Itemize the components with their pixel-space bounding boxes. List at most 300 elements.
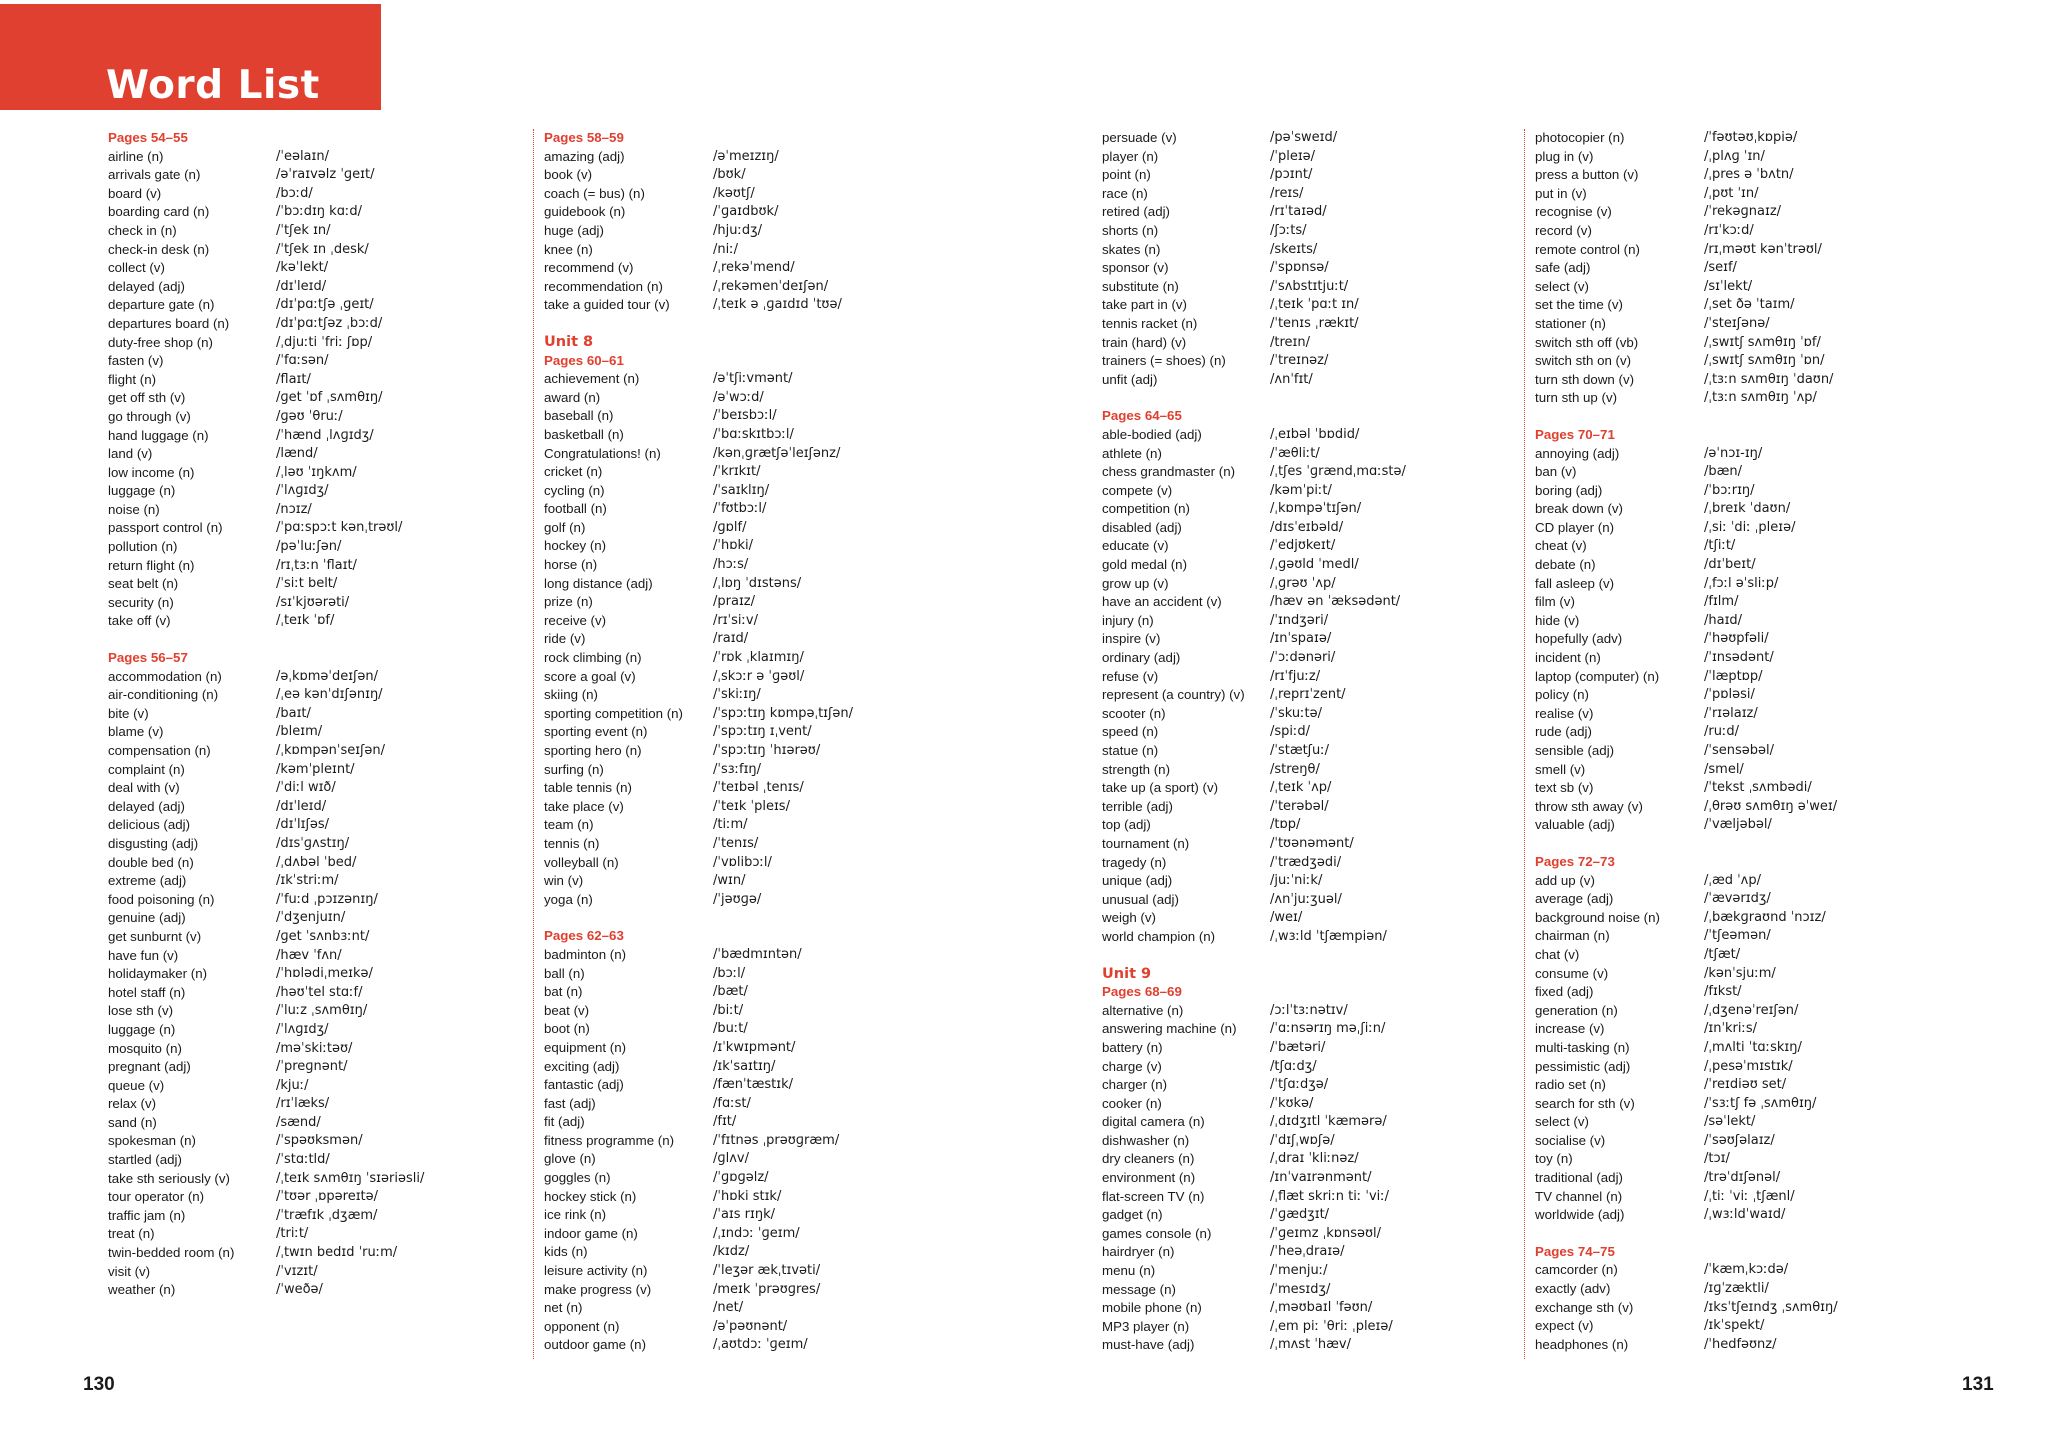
word-entry [1102, 1206, 1522, 1225]
word-pronunciation: /ˌtiː ˈviː ˌtʃænl/ [1704, 1188, 1795, 1204]
word-term: seat belt (n) [108, 576, 179, 592]
word-pronunciation: /ˌkɒmpənˈseɪʃən/ [276, 743, 386, 758]
word-pronunciation: /ˌwɜːld ˈtʃæmpiən/ [1270, 928, 1387, 944]
word-term: long distance (adj) [544, 575, 653, 591]
word-entry [544, 686, 1044, 705]
word-entry [544, 1225, 1044, 1244]
word-entry [1102, 445, 1522, 464]
word-entry [108, 1225, 508, 1244]
word-term: disabled (adj) [1102, 519, 1182, 535]
word-term: sporting event (n) [544, 724, 648, 740]
word-pronunciation: /ʌnˈfɪt/ [1270, 371, 1313, 387]
word-entry [1102, 816, 1522, 835]
word-pronunciation: /sænd/ [276, 1114, 321, 1130]
word-pronunciation: /ˌpres ə ˈbʌtn/ [1704, 167, 1794, 183]
word-term: rude (adj) [1535, 724, 1592, 740]
word-term: athlete (n) [1102, 445, 1162, 461]
word-entry [1102, 575, 1522, 594]
word-term: equipment (n) [544, 1039, 627, 1055]
word-entry [108, 1021, 508, 1040]
word-term: worldwide (adj) [1535, 1207, 1625, 1223]
word-entry [1535, 296, 1975, 315]
word-entry [1102, 1039, 1522, 1058]
word-term: top (adj) [1102, 817, 1151, 833]
word-pronunciation: /ˈtʃɑːdʒə/ [1270, 1077, 1329, 1093]
word-pronunciation: /ˈfəʊtəʊˌkɒpiə/ [1704, 130, 1798, 145]
word-pronunciation: /rɪˈfjuːz/ [1270, 668, 1321, 684]
word-term: recommendation (n) [544, 278, 663, 294]
word-term: boot (n) [544, 1021, 590, 1037]
word-term: yoga (n) [544, 891, 593, 907]
word-pronunciation: /ˌwɜːldˈwaɪd/ [1704, 1207, 1786, 1223]
word-term: tour operator (n) [108, 1189, 205, 1205]
word-pronunciation: /tiːm/ [713, 817, 748, 833]
word-entry [1102, 854, 1522, 873]
word-term: policy (n) [1535, 687, 1589, 703]
word-entry [544, 1132, 1044, 1151]
word-pronunciation: /əˈtʃiːvmənt/ [713, 371, 793, 387]
word-pronunciation: /ˈaɪs rɪŋk/ [713, 1207, 775, 1223]
word-pronunciation: /ˌfɔːl əˈsliːp/ [1704, 575, 1779, 591]
word-entry [1535, 445, 1975, 464]
word-term: gadget (n) [1102, 1207, 1163, 1223]
word-pronunciation: /ɪˈkwɪpmənt/ [713, 1039, 796, 1055]
word-entry [108, 296, 508, 315]
word-term: substitute (n) [1102, 278, 1179, 294]
word-term: hand luggage (n) [108, 427, 209, 443]
word-term: shorts (n) [1102, 222, 1159, 238]
word-term: tennis racket (n) [1102, 315, 1198, 331]
word-section [1535, 1243, 1975, 1355]
word-pronunciation: /ˈspɔːtɪŋ ˈhɪərəʊ/ [713, 743, 821, 758]
word-term: stationer (n) [1535, 315, 1606, 331]
word-entry [108, 166, 508, 185]
word-entry [1102, 835, 1522, 854]
word-pronunciation: /spiːd/ [1270, 724, 1311, 740]
word-pronunciation: /ˈhedfəʊnz/ [1704, 1336, 1777, 1352]
word-pronunciation: /ɡəʊ ˈθruː/ [276, 408, 343, 424]
word-pronunciation: /ˈrɪəlaɪz/ [1704, 705, 1758, 721]
word-pronunciation: /rɪˌməʊt kənˈtrəʊl/ [1704, 241, 1822, 257]
word-entry [1102, 742, 1522, 761]
word-term: lose sth (v) [108, 1003, 174, 1019]
word-entry [108, 761, 508, 780]
word-term: ordinary (adj) [1102, 650, 1181, 666]
word-entry [108, 408, 508, 427]
word-pronunciation: /ˌtɜːn sʌmθɪŋ ˈʌp/ [1704, 390, 1817, 406]
word-pronunciation: /dɪˈlɪʃəs/ [276, 817, 329, 833]
word-term: photocopier (n) [1535, 130, 1625, 145]
word-pronunciation: /rɪˈsiːv/ [713, 612, 758, 628]
word-term: break down (v) [1535, 501, 1623, 517]
word-term: train (hard) (v) [1102, 334, 1187, 350]
word-term: realise (v) [1535, 705, 1594, 721]
word-term: traditional (adj) [1535, 1170, 1623, 1186]
word-term: basketball (n) [544, 426, 624, 442]
word-pronunciation: /ˈɪnsədənt/ [1704, 650, 1774, 666]
word-pronunciation: /ˈspɒnsə/ [1270, 260, 1329, 276]
word-term: luggage (n) [108, 483, 176, 499]
word-term: flight (n) [108, 371, 157, 387]
word-pronunciation: /ˈmenjuː/ [1270, 1263, 1328, 1279]
word-pronunciation: /ˈsaɪklɪŋ/ [713, 482, 770, 498]
word-term: exactly (adv) [1535, 1281, 1611, 1297]
word-pronunciation: /ˈvɪzɪt/ [276, 1263, 318, 1279]
word-term: boarding card (n) [108, 204, 210, 220]
word-entry [1535, 1020, 1975, 1039]
word-pronunciation: /ˈrekəɡnaɪz/ [1704, 204, 1782, 220]
word-term: relax (v) [108, 1096, 157, 1112]
word-pronunciation: /ˌdʌbəl ˈbed/ [276, 854, 357, 870]
word-term: flat-screen TV (n) [1102, 1188, 1205, 1204]
word-pronunciation: /ˈvɒlibɔːl/ [713, 854, 772, 870]
word-entry [108, 1040, 508, 1059]
word-entry [1535, 1280, 1975, 1299]
word-pronunciation: /lænd/ [276, 446, 318, 462]
word-term: holidaymaker (n) [108, 966, 208, 982]
word-term: unusual (adj) [1102, 891, 1179, 907]
word-term: fasten (v) [108, 353, 164, 369]
word-term: airline (n) [108, 148, 164, 164]
word-term: get sunburnt (v) [108, 928, 202, 944]
word-term: answering machine (n) [1102, 1021, 1237, 1037]
word-pronunciation: /ʃɔːts/ [1270, 222, 1307, 238]
word-pronunciation: /kəmˈpleɪnt/ [276, 761, 355, 777]
word-entry [108, 1244, 508, 1263]
word-pronunciation: /ˌbreɪk ˈdaʊn/ [1704, 501, 1791, 517]
page-title: Word List [106, 63, 320, 108]
word-entry [108, 1170, 508, 1189]
word-pronunciation: /dɪˈleɪd/ [276, 278, 327, 294]
word-entry [1535, 723, 1975, 742]
word-entry [544, 1169, 1044, 1188]
word-section [1535, 129, 1975, 408]
word-term: sporting competition (n) [544, 705, 683, 721]
word-entry [1535, 1336, 1975, 1355]
word-entry [544, 426, 1044, 445]
word-pronunciation: /kəˈlekt/ [276, 260, 329, 276]
word-pronunciation: /net/ [713, 1300, 744, 1316]
word-pronunciation: /hæv ˈfʌn/ [276, 947, 342, 963]
word-term: spokesman (n) [108, 1133, 196, 1149]
word-pronunciation: /ruːd/ [1704, 724, 1739, 740]
word-pronunciation: /juːˈniːk/ [1270, 873, 1323, 889]
word-pronunciation: /əˈmeɪzɪŋ/ [713, 148, 779, 164]
word-entry [1535, 983, 1975, 1002]
word-entry [1102, 334, 1522, 353]
word-entry [108, 445, 508, 464]
word-term: battery (n) [1102, 1039, 1163, 1055]
word-pronunciation: /ˈhəʊpfəli/ [1704, 631, 1769, 647]
word-pronunciation: /kəʊtʃ/ [713, 185, 755, 201]
word-pronunciation: /pɔɪnt/ [1270, 167, 1313, 183]
word-term: set the time (v) [1535, 297, 1623, 313]
word-term: football (n) [544, 501, 607, 517]
word-term: queue (v) [108, 1077, 165, 1093]
word-entry [1535, 909, 1975, 928]
word-entry [1535, 203, 1975, 222]
word-pronunciation: /fɪt/ [713, 1114, 737, 1130]
word-term: check-in desk (n) [108, 241, 210, 257]
word-entry [1102, 1262, 1522, 1281]
word-entry [108, 1114, 508, 1133]
word-pronunciation: /fænˈtæstɪk/ [713, 1077, 794, 1093]
word-pronunciation: /ˈsʌbstɪtjuːt/ [1270, 278, 1349, 294]
word-pronunciation: /bæn/ [1704, 464, 1743, 480]
word-entry [108, 464, 508, 483]
word-term: take up (a sport) (v) [1102, 780, 1219, 796]
word-term: extreme (adj) [108, 873, 187, 889]
word-term: hotel staff (n) [108, 984, 186, 1000]
word-entry [1535, 537, 1975, 556]
word-pronunciation: /ˈspəʊksmən/ [276, 1133, 363, 1149]
word-term: return flight (n) [108, 557, 195, 573]
word-term: environment (n) [1102, 1170, 1196, 1186]
word-term: search for sth (v) [1535, 1095, 1635, 1111]
word-pronunciation: /əˈraɪvəlz ˈɡeɪt/ [276, 167, 375, 183]
word-entry [544, 1243, 1044, 1262]
word-entry [1102, 909, 1522, 928]
word-entry [1535, 742, 1975, 761]
word-term: record (v) [1535, 222, 1592, 238]
word-term: score a goal (v) [544, 668, 636, 684]
word-term: coach (= bus) (n) [544, 185, 645, 201]
word-term: race (n) [1102, 185, 1148, 201]
pages-heading: Pages 74–75 [1535, 1243, 1615, 1259]
word-pronunciation: /ɪɡˈzæktli/ [1704, 1281, 1769, 1297]
word-entry [1535, 1169, 1975, 1188]
word-term: treat (n) [108, 1226, 155, 1242]
word-term: volleyball (n) [544, 854, 619, 870]
word-pronunciation: /ˈreɪdiəʊ set/ [1704, 1077, 1787, 1093]
word-pronunciation: /flaɪt/ [276, 371, 311, 387]
word-entry [1535, 872, 1975, 891]
word-entry [108, 575, 508, 594]
word-entry [1102, 798, 1522, 817]
word-term: point (n) [1102, 167, 1151, 183]
word-entry [108, 798, 508, 817]
word-term: pregnant (adj) [108, 1059, 191, 1075]
word-entry [544, 1336, 1044, 1355]
word-entry [1535, 761, 1975, 780]
word-entry [1102, 649, 1522, 668]
word-term: injury (n) [1102, 612, 1154, 628]
word-pronunciation: /fɑːst/ [713, 1095, 751, 1111]
word-entry [544, 630, 1044, 649]
word-pronunciation: /biːt/ [713, 1002, 744, 1018]
word-entry [1535, 1058, 1975, 1077]
word-term: ride (v) [544, 631, 586, 647]
word-term: fitness programme (n) [544, 1132, 675, 1148]
word-term: take off (v) [108, 613, 171, 629]
word-entry [108, 203, 508, 222]
word-pronunciation: /ˈɡeɪmz ˌkɒnsəʊl/ [1270, 1225, 1382, 1241]
word-entry [544, 705, 1044, 724]
word-pronunciation: /ˈpreɡnənt/ [276, 1059, 348, 1075]
word-pronunciation: /pəˈluːʃən/ [276, 539, 342, 555]
word-term: arrivals gate (n) [108, 167, 201, 183]
word-term: have an accident (v) [1102, 594, 1222, 610]
word-term: incident (n) [1535, 650, 1601, 666]
word-entry [108, 723, 508, 742]
word-pronunciation: /dɪˈleɪd/ [276, 798, 327, 814]
word-term: departures board (n) [108, 315, 230, 331]
word-term: charger (n) [1102, 1077, 1168, 1093]
word-term: blame (v) [108, 724, 164, 740]
word-term: able-bodied (adj) [1102, 426, 1202, 442]
word-entry [544, 1039, 1044, 1058]
word-entry [544, 1095, 1044, 1114]
word-pronunciation: /ɡet ˈsʌnbɜːnt/ [276, 928, 370, 944]
word-pronunciation: /sɪˈlekt/ [1704, 278, 1753, 294]
word-entry [1535, 705, 1975, 724]
word-term: alternative (n) [1102, 1002, 1184, 1018]
word-entry [1535, 278, 1975, 297]
word-entry [1102, 1225, 1522, 1244]
word-term: take a guided tour (v) [544, 297, 670, 313]
word-column-1 [108, 129, 508, 1300]
word-term: strength (n) [1102, 761, 1170, 777]
word-pronunciation: /ʌnˈjuːʒuəl/ [1270, 891, 1342, 907]
word-term: speed (n) [1102, 724, 1159, 740]
word-term: deal with (v) [108, 780, 180, 796]
word-entry [544, 965, 1044, 984]
word-term: skiing (n) [544, 687, 598, 703]
word-term: duty-free shop (n) [108, 334, 213, 350]
word-entry [1535, 519, 1975, 538]
word-entry [544, 1188, 1044, 1207]
word-entry [1102, 1318, 1522, 1337]
word-term: get off sth (v) [108, 390, 186, 406]
word-pronunciation: /ɪkˈspekt/ [1704, 1318, 1765, 1334]
word-entry [544, 148, 1044, 167]
word-entry [544, 1020, 1044, 1039]
word-entry [1535, 148, 1975, 167]
word-entry [1102, 352, 1522, 371]
word-term: mosquito (n) [108, 1040, 182, 1056]
word-pronunciation: /ˌθrəʊ sʌmθɪŋ əˈweɪ/ [1704, 798, 1838, 814]
word-term: weather (n) [108, 1282, 176, 1298]
word-entry [544, 296, 1044, 315]
word-entry [544, 1262, 1044, 1281]
word-pronunciation: /dɪsˈɡʌstɪŋ/ [276, 835, 350, 851]
word-entry [108, 891, 508, 910]
word-term: passport control (n) [108, 520, 223, 536]
word-term: security (n) [108, 594, 174, 610]
word-pronunciation: /ˈtʃek ɪn/ [276, 222, 331, 238]
word-pronunciation: /ˈstɑːtld/ [276, 1152, 330, 1168]
word-entry [544, 668, 1044, 687]
word-term: golf (n) [544, 519, 586, 535]
word-pronunciation: /ˌɡrəʊ ˈʌp/ [1270, 575, 1336, 591]
word-term: competition (n) [1102, 501, 1190, 517]
word-term: cooker (n) [1102, 1095, 1162, 1111]
word-pronunciation: /ˈbætəri/ [1270, 1039, 1326, 1055]
word-pronunciation: /ˈteɪk ˈpleɪs/ [713, 798, 790, 814]
word-entry [108, 668, 508, 687]
word-entry [1102, 630, 1522, 649]
word-entry [1535, 463, 1975, 482]
word-pronunciation: /ˌplʌɡ ˈɪn/ [1704, 148, 1765, 164]
word-pronunciation: /ˈsensəbəl/ [1704, 743, 1774, 758]
word-term: traffic jam (n) [108, 1207, 186, 1223]
word-term: bat (n) [544, 984, 583, 1000]
word-pronunciation: /praɪz/ [713, 594, 755, 610]
word-term: low income (n) [108, 464, 195, 480]
word-entry [1535, 1317, 1975, 1336]
word-term: smell (v) [1535, 761, 1586, 777]
word-pronunciation: /kənˈsjuːm/ [1704, 965, 1776, 981]
word-term: exciting (adj) [544, 1058, 620, 1074]
word-term: skates (n) [1102, 241, 1161, 257]
word-pronunciation: /ˈhænd ˌlʌɡɪdʒ/ [276, 427, 374, 443]
word-entry [544, 946, 1044, 965]
word-term: check in (n) [108, 222, 177, 238]
word-entry [1102, 1299, 1522, 1318]
word-entry [108, 947, 508, 966]
word-pronunciation: /ˈsəʊʃəlaɪz/ [1704, 1132, 1775, 1148]
word-pronunciation: /reɪs/ [1270, 185, 1304, 201]
word-pronunciation: /dɪsˈeɪbəld/ [1270, 519, 1344, 535]
word-pronunciation: /ɪnˈkriːs/ [1704, 1021, 1758, 1037]
title-banner [0, 4, 381, 110]
word-pronunciation: /ˌdɪdʒɪtl ˈkæmərə/ [1270, 1114, 1387, 1130]
word-pronunciation: /ˌset ðə ˈtaɪm/ [1704, 297, 1795, 313]
word-entry [1102, 1188, 1522, 1207]
word-term: ban (v) [1535, 464, 1577, 480]
word-pronunciation: /ˈsɜːfɪŋ/ [713, 761, 762, 777]
word-term: consume (v) [1535, 965, 1609, 981]
word-term: toy (n) [1535, 1151, 1573, 1167]
word-term: fall asleep (v) [1535, 575, 1615, 591]
word-term: make progress (v) [544, 1281, 652, 1297]
word-column-2 [533, 129, 1044, 1359]
word-pronunciation: /ˌsiː ˈdiː ˌpleɪə/ [1704, 519, 1796, 535]
word-term: debate (n) [1535, 557, 1596, 573]
word-entry [108, 389, 508, 408]
word-term: hide (v) [1535, 612, 1580, 628]
word-term: statue (n) [1102, 743, 1159, 758]
word-entry [108, 909, 508, 928]
pages-heading: Pages 58–59 [544, 130, 624, 145]
word-term: indoor game (n) [544, 1225, 638, 1241]
word-term: text sb (v) [1535, 780, 1594, 796]
word-pronunciation: /ˈtreɪnəz/ [1270, 353, 1329, 369]
word-entry [1102, 1058, 1522, 1077]
word-pronunciation: /ˈhɒlədiˌmeɪkə/ [276, 966, 373, 982]
word-entry [544, 500, 1044, 519]
word-entry [544, 983, 1044, 1002]
word-pronunciation: /bæt/ [713, 984, 748, 1000]
word-entry [1102, 705, 1522, 724]
word-term: Congratulations! (n) [544, 445, 661, 461]
word-term: take sth seriously (v) [108, 1170, 230, 1186]
word-entry [1102, 1150, 1522, 1169]
word-term: leisure activity (n) [544, 1263, 648, 1279]
word-pronunciation: /streŋθ/ [1270, 761, 1320, 777]
word-section [544, 927, 1044, 1355]
word-pronunciation: /ˈdiːl wɪð/ [276, 780, 336, 796]
word-term: unique (adj) [1102, 873, 1173, 889]
word-entry [1535, 259, 1975, 278]
word-entry [108, 427, 508, 446]
word-pronunciation: /ˌɡəʊld ˈmedl/ [1270, 557, 1359, 573]
word-pronunciation: /ˌdraɪ ˈkliːnəz/ [1270, 1151, 1359, 1167]
word-section [1102, 129, 1522, 389]
word-pronunciation: /kjuː/ [276, 1077, 309, 1093]
word-term: inspire (v) [1102, 631, 1161, 647]
word-pronunciation: /treɪn/ [1270, 334, 1310, 350]
